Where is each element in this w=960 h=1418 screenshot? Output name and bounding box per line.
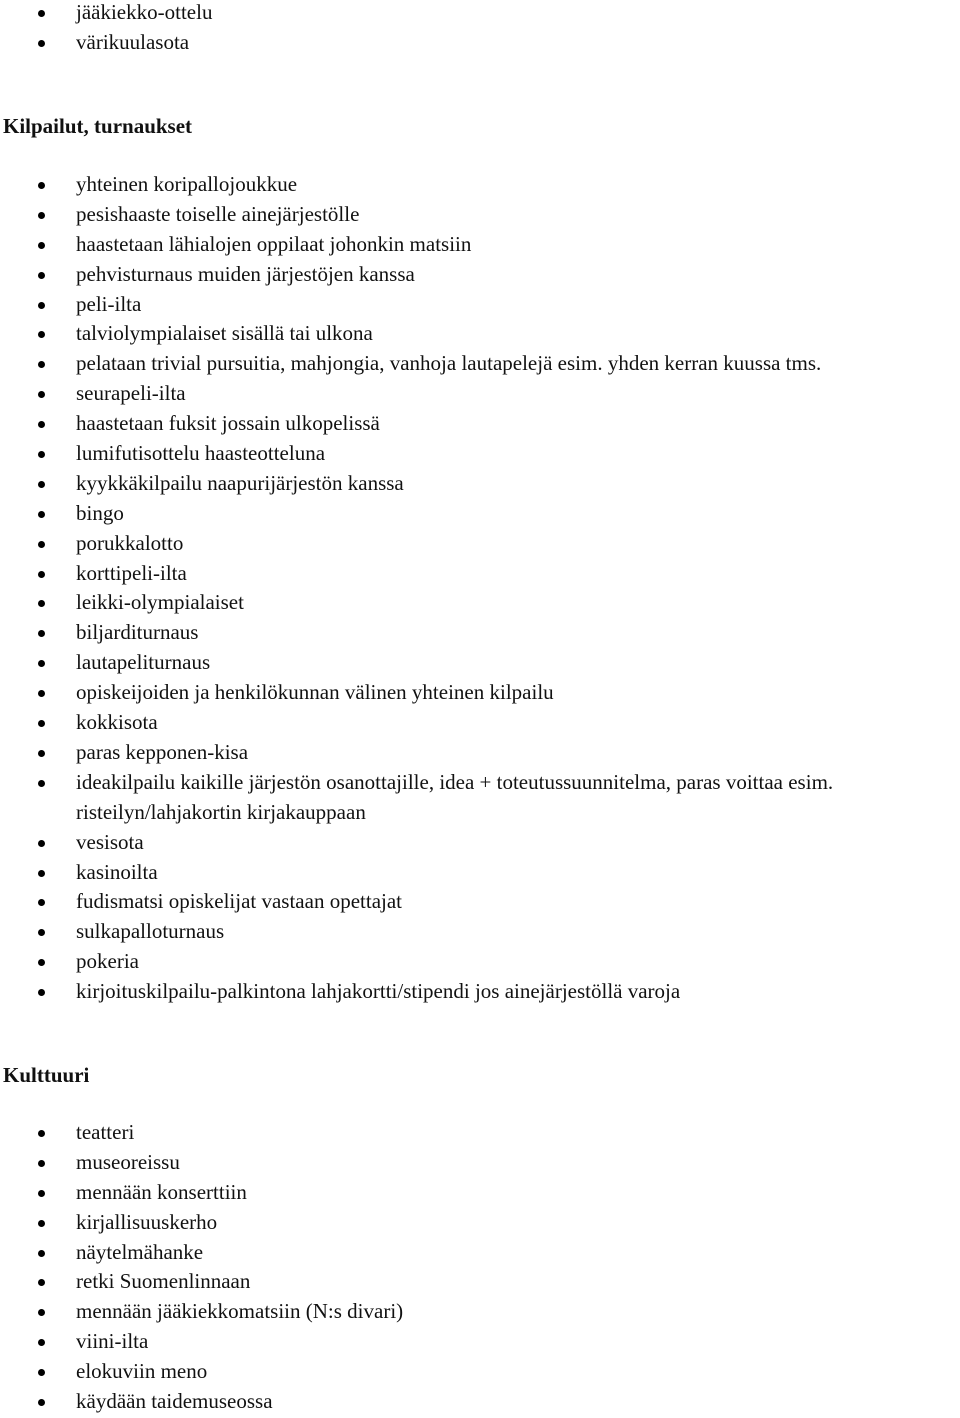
list-item (0, 858, 960, 888)
list-item (0, 1327, 960, 1357)
bullet-icon (38, 989, 45, 996)
list-item-text: talviolympialaiset sisällä tai ulkona (76, 321, 373, 346)
bullet-icon (38, 511, 45, 518)
list-item (0, 1267, 960, 1297)
bullet-icon (38, 870, 45, 877)
list-item-text: haastetaan lähialojen oppilaat johonkin matsiin (76, 231, 472, 256)
bullet-icon (38, 242, 45, 249)
bullet-icon (38, 272, 45, 279)
list-item (0, 1238, 960, 1268)
bullet-icon (38, 690, 45, 697)
bullet-icon (38, 1369, 45, 1376)
bullet-icon (38, 481, 45, 488)
list-item (0, 230, 960, 260)
list-item-text: vesisota (76, 829, 144, 854)
list-item (0, 409, 960, 439)
list-item-text: korttipeli-ilta (76, 560, 187, 585)
list-item-text: mennään konserttiin (76, 1179, 247, 1204)
list-item-text: pelataan trivial pursuitia, mahjongia, vanhoja lautapelejä esim. yhden kerran kuussa tms. (76, 351, 822, 376)
list-item-text: kokkisota (76, 710, 158, 735)
list-item-text: jääkiekko-ottelu (76, 0, 213, 24)
bullet-icon (38, 1130, 45, 1137)
list-item-text: porukkalotto (76, 530, 184, 555)
bullet-icon (38, 182, 45, 189)
bullet-icon (38, 391, 45, 398)
list-item (0, 768, 960, 828)
list-item (0, 917, 960, 947)
bullet-icon (38, 750, 45, 757)
bullet-icon (38, 780, 45, 787)
list-item-text: lautapeliturnaus (76, 650, 211, 675)
list-item-text: kirjallisuuskerho (76, 1209, 218, 1234)
bullet-icon (38, 1399, 45, 1406)
bullet-icon (38, 899, 45, 906)
list-item (0, 439, 960, 469)
list-item-text: mennään jääkiekkomatsiin (N:s divari) (76, 1299, 404, 1324)
bullet-icon (38, 929, 45, 936)
list-item (0, 648, 960, 678)
bullet-icon (38, 660, 45, 667)
list-item (0, 319, 960, 349)
list-item-text: retki Suomenlinnaan (76, 1269, 251, 1294)
competitions-bullet-list (0, 170, 960, 1007)
culture-bullet-list (0, 1118, 960, 1417)
bullet-icon (38, 541, 45, 548)
section-heading-competitions: Kilpailut, turnaukset (3, 114, 193, 138)
list-item-text: bingo (76, 500, 124, 525)
list-item-text: elokuviin meno (76, 1359, 208, 1384)
list-item-text: kyykkäkilpailu naapurijärjestön kanssa (76, 470, 404, 495)
list-item (0, 379, 960, 409)
list-item-text: museoreissu (76, 1149, 180, 1174)
list-item-text: pehvisturnaus muiden järjestöjen kanssa (76, 261, 415, 286)
bullet-icon (38, 840, 45, 847)
list-item (0, 1148, 960, 1178)
list-item-text: opiskeijoiden ja henkilökunnan välinen yhteinen kilpailu (76, 680, 554, 705)
list-item (0, 529, 960, 559)
list-item (0, 887, 960, 917)
list-item (0, 738, 960, 768)
bullet-icon (38, 1160, 45, 1167)
list-item-text: käydään taidemuseossa (76, 1389, 273, 1414)
bullet-icon (38, 720, 45, 727)
bullet-icon (38, 1190, 45, 1197)
bullet-icon (38, 40, 45, 47)
bullet-icon (38, 630, 45, 637)
list-item (0, 170, 960, 200)
bullet-icon (38, 1279, 45, 1286)
list-item (0, 947, 960, 977)
list-item (0, 290, 960, 320)
list-item (0, 469, 960, 499)
bullet-icon (38, 1309, 45, 1316)
list-item (0, 349, 960, 379)
list-item-text: fudismatsi opiskelijat vastaan opettajat (76, 889, 403, 914)
list-item-text: näytelmähanke (76, 1239, 204, 1264)
list-item-text: haastetaan fuksit jossain ulkopelissä (76, 411, 380, 436)
bullet-icon (38, 571, 45, 578)
list-item (0, 1387, 960, 1417)
top-bullet-list (0, 0, 960, 58)
list-item (0, 828, 960, 858)
bullet-icon (38, 451, 45, 458)
list-item-text: pesishaaste toiselle ainejärjestölle (76, 201, 360, 226)
list-item-text: kirjoituskilpailu-palkintona lahjakortti/stipendi jos ainejärjestöllä varoja (76, 979, 681, 1004)
list-item-text: pokeria (76, 949, 139, 974)
list-item (0, 708, 960, 738)
list-item (0, 1178, 960, 1208)
list-item-text: paras kepponen-kisa (76, 739, 249, 764)
bullet-icon (38, 600, 45, 607)
bullet-icon (38, 302, 45, 309)
bullet-icon (38, 361, 45, 368)
list-item (0, 1208, 960, 1238)
list-item (0, 559, 960, 589)
list-item-text: seurapeli-ilta (76, 381, 186, 406)
bullet-icon (38, 10, 45, 17)
list-item-text: viini-ilta (76, 1329, 149, 1354)
section-heading-culture: Kulttuuri (3, 1063, 90, 1087)
list-item-text: kasinoilta (76, 859, 158, 884)
list-item (0, 1357, 960, 1387)
list-item (0, 28, 960, 58)
bullet-icon (38, 212, 45, 219)
list-item-text: yhteinen koripallojoukkue (76, 172, 298, 196)
list-item (0, 1118, 960, 1148)
bullet-icon (38, 959, 45, 966)
list-item (0, 977, 960, 1007)
list-item (0, 588, 960, 618)
list-item (0, 678, 960, 708)
list-item-text: leikki-olympialaiset (76, 590, 244, 615)
list-item (0, 200, 960, 230)
list-item (0, 0, 960, 28)
list-item (0, 260, 960, 290)
list-item-text: lumifutisottelu haasteotteluna (76, 441, 326, 466)
list-item-text: ideakilpailu kaikille järjestön osanottajille, idea + toteutussuunnitelma, paras voittaa esim. risteilyn/lahjakortin kirjakauppaan (76, 769, 834, 824)
bullet-icon (38, 1220, 45, 1227)
list-item-text: biljarditurnaus (76, 620, 199, 645)
bullet-icon (38, 1250, 45, 1257)
list-item-text: sulkapalloturnaus (76, 919, 225, 944)
bullet-icon (38, 421, 45, 428)
list-item (0, 499, 960, 529)
list-item (0, 1297, 960, 1327)
bullet-icon (38, 331, 45, 338)
list-item-text: värikuulasota (76, 29, 190, 54)
list-item-text: peli-ilta (76, 291, 142, 316)
list-item-text: teatteri (76, 1120, 135, 1144)
list-item (0, 618, 960, 648)
bullet-icon (38, 1339, 45, 1346)
